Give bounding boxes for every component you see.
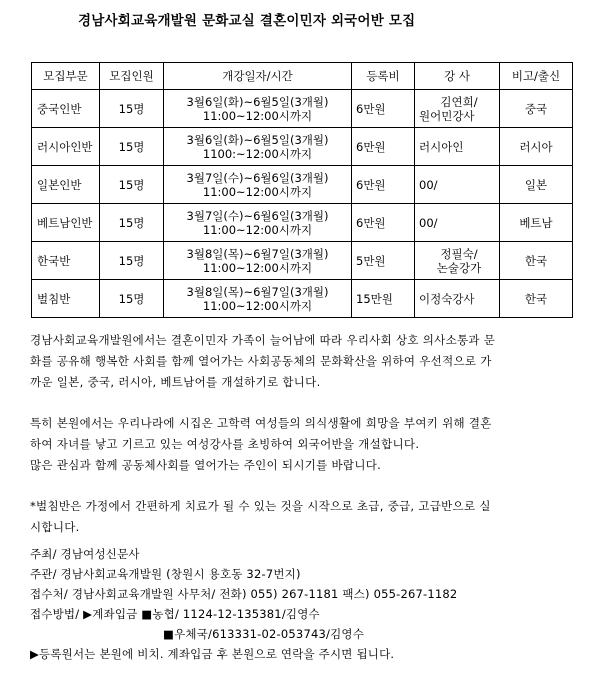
bee-note-line: 시합니다. — [30, 520, 80, 534]
row-fee: 6만원 — [352, 128, 415, 166]
table-row — [32, 280, 573, 318]
row-instructor — [415, 128, 500, 166]
post-account-line: ■우체국/613331-02-053743/김영수 — [163, 627, 365, 641]
row-instructor-line1: 이정숙강사 — [419, 291, 475, 306]
row-instructor-line2: 원어민강사 — [419, 108, 475, 123]
row-capacity: 15명 — [100, 280, 164, 318]
row-instructor-line2: 논술강가 — [436, 260, 482, 275]
host-line: 주관/ 경남사회교육개발원 (창원시 용호동 32-7번지) — [30, 567, 301, 581]
row-date: 3월8일(목)~6월7일(3개월) — [186, 246, 329, 261]
row-instructor — [415, 280, 500, 318]
row-date: 3월8일(목)~6월7일(3개월) — [186, 284, 329, 299]
row-capacity: 15명 — [100, 128, 164, 166]
row-instructor — [415, 242, 500, 280]
special-paragraph — [30, 413, 574, 476]
sponsor-line: 주최/ 경남여성신문사 — [30, 547, 140, 561]
row-date: 3월6일(화)~6월5일(3개월) — [186, 132, 329, 147]
row-capacity: 15명 — [100, 90, 164, 128]
row-instructor-line1: 정필숙/ — [440, 246, 478, 261]
row-time: 1100:~12:00시까지 — [202, 146, 313, 161]
row-instructor-line1: 00/ — [419, 215, 438, 230]
row-instructor — [415, 90, 500, 128]
row-period — [164, 90, 352, 128]
header-period: 개강일자/시간 — [164, 63, 352, 90]
row-instructor — [415, 166, 500, 204]
row-capacity: 15명 — [100, 242, 164, 280]
intro-line: 경남사회교육개발원에서는 결혼이민자 가족이 늘어남에 따라 우리사회 상호 의사소통과 문 — [30, 333, 496, 347]
row-date: 3월7일(수)~6월6일(3개월) — [186, 208, 329, 223]
row-note: 일본 — [500, 166, 573, 204]
row-time: 11:00~12:00시까지 — [202, 298, 313, 313]
row-instructor-line1: 러시아인 — [419, 139, 464, 154]
row-instructor-line1: 김연희/ — [440, 94, 478, 109]
row-capacity: 15명 — [100, 166, 164, 204]
page-title: 경남사회교육개발원 문화교실 결혼이민자 외국어반 모집 — [78, 13, 416, 29]
row-time: 11:00~12:00시까지 — [202, 184, 313, 199]
table-row — [32, 242, 573, 280]
row-time: 11:00~12:00시까지 — [202, 260, 313, 275]
row-period — [164, 128, 352, 166]
special-line: 특히 본원에서는 우리나라에 시집온 고학력 여성들의 의식생활에 희망을 부여키 위해 결혼 — [30, 416, 492, 430]
header-instructor: 강 사 — [415, 63, 500, 90]
row-time: 11:00~12:00시까지 — [202, 108, 313, 123]
payment-method-line: 접수방법/ ▶계좌입금 ■농협/ 1124-12-135381/김영수 — [30, 607, 320, 621]
row-date: 3월6일(화)~6월5일(3개월) — [186, 94, 329, 109]
intro-line: 화를 공유해 행복한 사회를 함께 열어가는 사회공동체의 문화확산을 위하여 우선적으로 가 — [30, 354, 492, 368]
row-note: 베트남 — [500, 204, 573, 242]
row-note: 한국 — [500, 242, 573, 280]
row-instructor — [415, 204, 500, 242]
row-date: 3월7일(수)~6월6일(3개월) — [186, 170, 329, 185]
row-period — [164, 280, 352, 318]
bee-note-paragraph — [30, 496, 574, 538]
recruitment-table — [31, 62, 573, 318]
row-dept: 베트남인반 — [32, 204, 100, 242]
row-dept: 벌침반 — [32, 280, 100, 318]
row-note: 한국 — [500, 280, 573, 318]
special-line: 하여 자녀를 낳고 기르고 있는 여성강사를 초빙하여 외국어반을 개설합니다. — [30, 437, 420, 451]
special-line: 많은 관심과 함께 공동체사회를 열어가는 주인이 되시기를 바랍니다. — [30, 458, 382, 472]
row-note: 러시아 — [500, 128, 573, 166]
table-row — [32, 128, 573, 166]
contact-section — [30, 544, 574, 664]
row-fee: 6만원 — [352, 90, 415, 128]
row-capacity: 15명 — [100, 204, 164, 242]
bee-note-line: *벌침반은 가정에서 간편하게 치료가 될 수 있는 것을 시작으로 초급, 중급, 고급반으로 실 — [30, 499, 491, 513]
row-fee: 5만원 — [352, 242, 415, 280]
row-period — [164, 204, 352, 242]
intro-paragraph — [30, 330, 574, 393]
row-instructor-line1: 00/ — [419, 177, 438, 192]
intro-line: 까운 일본, 중국, 러시아, 베트남어를 개설하기로 합니다. — [30, 375, 321, 389]
row-dept: 러시아인반 — [32, 128, 100, 166]
row-dept: 중국인반 — [32, 90, 100, 128]
table-row — [32, 204, 573, 242]
row-period — [164, 166, 352, 204]
row-fee: 6만원 — [352, 204, 415, 242]
table-row — [32, 166, 573, 204]
table-row — [32, 90, 573, 128]
header-dept: 모집부문 — [32, 63, 100, 90]
row-fee: 15만원 — [352, 280, 415, 318]
row-fee: 6만원 — [352, 166, 415, 204]
registration-line: ▶등록원서는 본원에 비치. 계좌입금 후 본원으로 연락을 주시면 됩니다. — [30, 647, 395, 661]
row-dept: 한국반 — [32, 242, 100, 280]
row-time: 11:00~12:00시까지 — [202, 222, 313, 237]
header-note: 비고/출신 — [500, 63, 573, 90]
row-dept: 일본인반 — [32, 166, 100, 204]
row-note: 중국 — [500, 90, 573, 128]
header-capacity: 모집인원 — [100, 63, 164, 90]
table-header-row — [32, 63, 573, 90]
row-period — [164, 242, 352, 280]
reception-line: 접수처/ 경남사회교육개발원 사무처/ 전화) 055) 267-1181 팩스) 055-267-1182 — [30, 587, 458, 601]
header-fee: 등록비 — [352, 63, 415, 90]
